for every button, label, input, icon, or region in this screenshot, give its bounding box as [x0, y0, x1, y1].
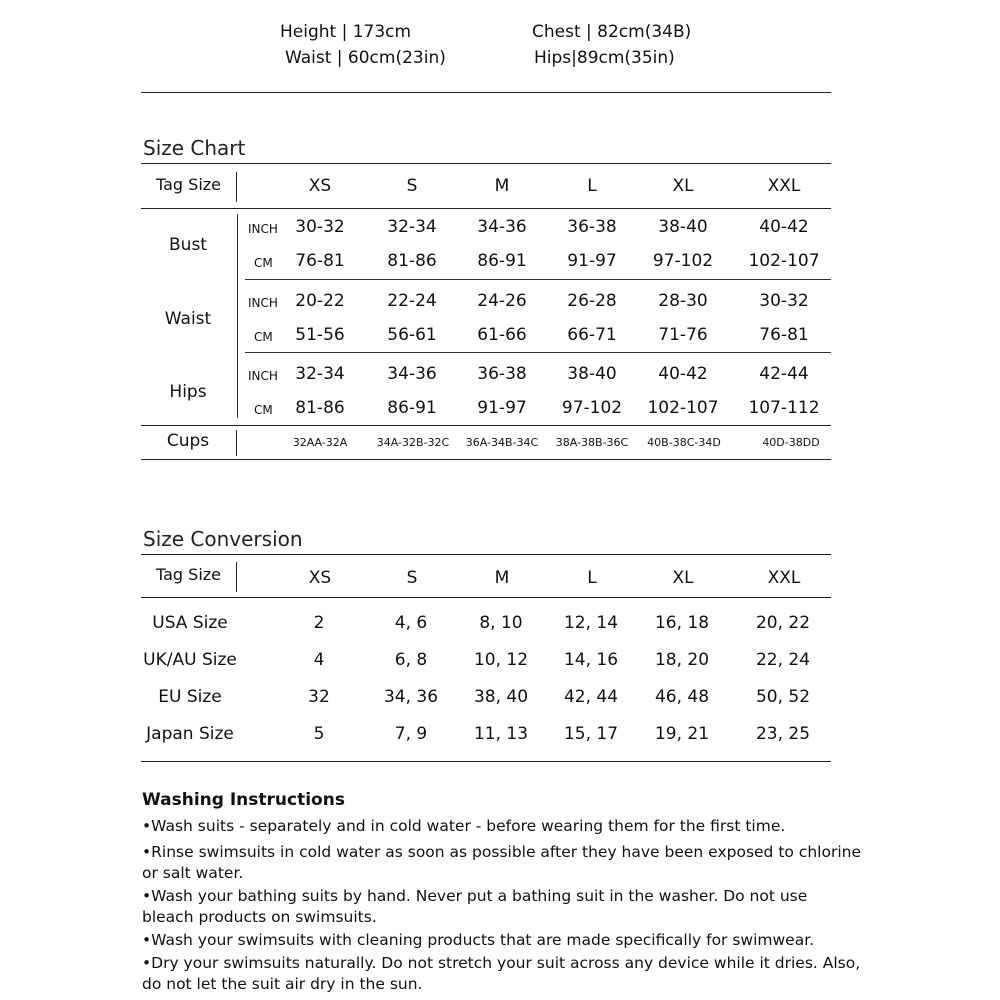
table-cell: 97-102: [561, 398, 623, 418]
divider: [141, 425, 831, 426]
size-header: L: [587, 176, 597, 196]
table-cell: 30-32: [295, 217, 345, 237]
size-header: XS: [308, 568, 332, 588]
size-header: L: [587, 568, 597, 588]
table-cell: 61-66: [477, 325, 527, 345]
size-header: S: [406, 568, 418, 588]
table-cell: 107-112: [748, 398, 820, 418]
measure-label: Hips: [169, 382, 207, 402]
table-cell: 10, 12: [473, 650, 529, 670]
table-cell: 14, 16: [563, 650, 619, 670]
cup-cell: 40D-38DD: [762, 436, 820, 449]
table-cell: 30-32: [759, 291, 809, 311]
table-cell: 91-97: [567, 251, 617, 271]
table-cell: 40-42: [658, 364, 708, 384]
conversion-label: UK/AU Size: [143, 650, 237, 670]
size-header: XS: [308, 176, 332, 196]
table-cell: 15, 17: [563, 724, 619, 744]
table-cell: 18, 20: [654, 650, 710, 670]
tag-size-label: Tag Size: [156, 175, 222, 194]
table-cell: 38-40: [567, 364, 617, 384]
table-cell: 19, 21: [654, 724, 710, 744]
cup-cell: 36A-34B-34C: [465, 436, 539, 449]
size-header: XL: [672, 568, 694, 588]
table-cell: 32-34: [295, 364, 345, 384]
size-conversion-title: Size Conversion: [143, 527, 303, 551]
size-chart-title: Size Chart: [143, 136, 246, 160]
conversion-label: EU Size: [158, 687, 222, 707]
measure-label: Bust: [169, 235, 207, 255]
divider: [236, 562, 237, 592]
table-cell: 97-102: [652, 251, 714, 271]
divider: [141, 597, 831, 598]
washing-item: •Wash your bathing suits by hand. Never put a bathing suit in the washer. Do not use bleach products on swimsuits.: [142, 887, 808, 926]
size-header: XL: [672, 176, 694, 196]
table-cell: 102-107: [647, 398, 719, 418]
divider: [141, 459, 831, 460]
cup-cell: 34A-32B-32C: [376, 436, 450, 449]
tag-size-label: Tag Size: [156, 565, 222, 584]
table-cell: 11, 13: [473, 724, 529, 744]
washing-item: •Dry your swimsuits naturally. Do not stretch your suit across any device while it dries. Also, do not let the suit air dry in the sun.: [142, 954, 861, 993]
unit-label: INCH: [248, 222, 278, 236]
conversion-label: Japan Size: [146, 724, 234, 744]
table-cell: 23, 25: [755, 724, 811, 744]
table-cell: 71-76: [658, 325, 708, 345]
table-cell: 24-26: [477, 291, 527, 311]
table-cell: 16, 18: [654, 613, 710, 633]
unit-label: CM: [254, 256, 273, 270]
size-header: M: [494, 568, 510, 588]
table-cell: 50, 52: [755, 687, 811, 707]
unit-label: CM: [254, 403, 273, 417]
model-hips: Hips|89cm(35in): [534, 48, 675, 68]
table-cell: 76-81: [295, 251, 345, 271]
unit-label: CM: [254, 330, 273, 344]
table-cell: 22-24: [387, 291, 437, 311]
table-cell: 102-107: [748, 251, 820, 271]
divider: [141, 92, 831, 93]
table-cell: 76-81: [759, 325, 809, 345]
table-cell: 7, 9: [394, 724, 428, 744]
table-cell: 40-42: [759, 217, 809, 237]
size-header: S: [406, 176, 418, 196]
table-cell: 22, 24: [755, 650, 811, 670]
table-cell: 36-38: [477, 364, 527, 384]
conversion-label: USA Size: [152, 613, 228, 633]
table-cell: 28-30: [658, 291, 708, 311]
table-cell: 34-36: [477, 217, 527, 237]
washing-item: •Wash your swimsuits with cleaning products that are made specifically for swimwear.: [142, 931, 815, 949]
table-cell: 86-91: [387, 398, 437, 418]
table-cell: 91-97: [477, 398, 527, 418]
divider: [236, 430, 237, 456]
table-cell: 4: [313, 650, 325, 670]
table-cell: 81-86: [295, 398, 345, 418]
divider: [237, 214, 238, 418]
table-cell: 32: [308, 687, 330, 707]
table-cell: 8, 10: [479, 613, 523, 633]
table-cell: 6, 8: [394, 650, 428, 670]
table-cell: 34-36: [387, 364, 437, 384]
model-chest: Chest | 82cm(34B): [532, 22, 692, 42]
unit-label: INCH: [248, 296, 278, 310]
table-cell: 5: [313, 724, 325, 744]
divider: [141, 208, 831, 209]
size-header: XXL: [767, 568, 801, 588]
table-cell: 38-40: [658, 217, 708, 237]
divider: [141, 761, 831, 762]
table-cell: 32-34: [387, 217, 437, 237]
washing-item: •Rinse swimsuits in cold water as soon as possible after they have been exposed to chlorine or salt water.: [142, 843, 861, 882]
divider: [245, 279, 831, 280]
model-waist: Waist | 60cm(23in): [285, 48, 446, 68]
table-cell: 2: [313, 613, 325, 633]
table-cell: 34, 36: [383, 687, 439, 707]
size-header: XXL: [767, 176, 801, 196]
table-cell: 56-61: [387, 325, 437, 345]
divider: [236, 172, 237, 202]
size-header: M: [494, 176, 510, 196]
cup-cell: 38A-38B-36C: [555, 436, 629, 449]
table-cell: 42-44: [759, 364, 809, 384]
table-cell: 42, 44: [563, 687, 619, 707]
model-height: Height | 173cm: [280, 22, 412, 42]
washing-title: Washing Instructions: [142, 790, 345, 810]
table-cell: 4, 6: [394, 613, 428, 633]
cups-label: Cups: [166, 431, 210, 451]
cup-cell: 32AA-32A: [292, 436, 348, 449]
table-cell: 20, 22: [755, 613, 811, 633]
table-cell: 26-28: [567, 291, 617, 311]
divider: [245, 352, 831, 353]
washing-item: •Wash suits - separately and in cold water - before wearing them for the first time.: [142, 817, 786, 835]
table-cell: 20-22: [295, 291, 345, 311]
table-cell: 12, 14: [563, 613, 619, 633]
table-cell: 36-38: [567, 217, 617, 237]
table-cell: 81-86: [387, 251, 437, 271]
divider: [141, 554, 831, 555]
divider: [141, 163, 831, 164]
measure-label: Waist: [164, 309, 212, 329]
cup-cell: 40B-38C-34D: [647, 436, 721, 449]
table-cell: 86-91: [477, 251, 527, 271]
table-cell: 38, 40: [473, 687, 529, 707]
table-cell: 46, 48: [654, 687, 710, 707]
table-cell: 51-56: [295, 325, 345, 345]
unit-label: INCH: [248, 369, 278, 383]
table-cell: 66-71: [567, 325, 617, 345]
